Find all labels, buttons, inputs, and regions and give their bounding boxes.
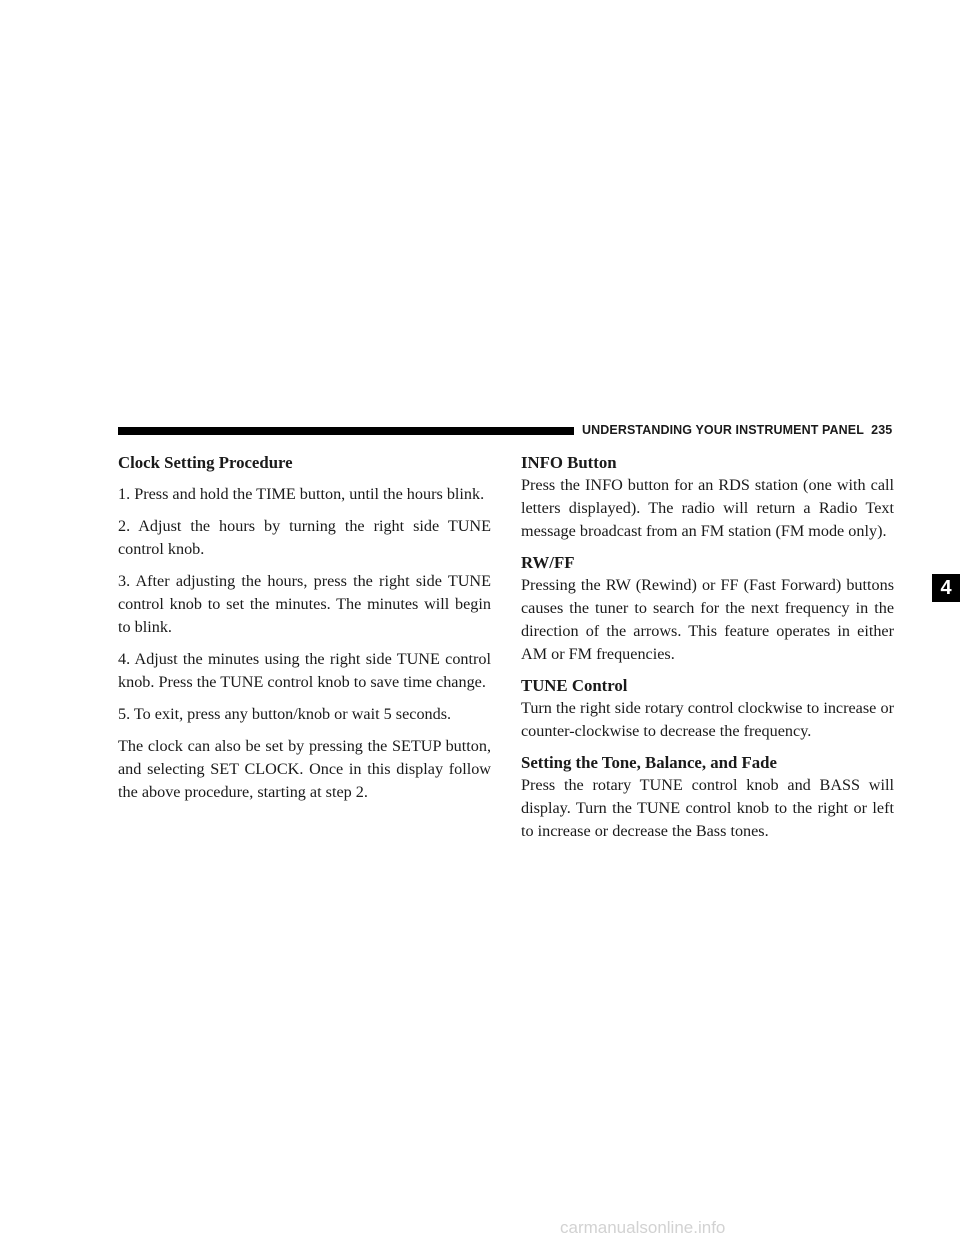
rw-ff-section	[521, 552, 894, 666]
header-title: UNDERSTANDING YOUR INSTRUMENT PANEL	[582, 423, 864, 437]
section-text: Press the rotary TUNE control knob and BASS will display. Turn the TUNE control knob to the right or left to increase or decrease the Bass tones.	[521, 776, 894, 840]
clock-step-4: 4. Adjust the minutes using the right side TUNE control knob. Press the TUNE control knob to save time change.	[118, 650, 491, 691]
clock-step-2: 2. Adjust the hours by turning the right side TUNE control knob.	[118, 517, 491, 558]
section-heading: Setting the Tone, Balance, and Fade	[521, 753, 777, 772]
right-column	[521, 452, 894, 852]
section-text: Press the INFO button for an RDS station (one with call letters displayed). The radio will return a Radio Text message broadcast from an FM station (FM mode only).	[521, 476, 894, 540]
section-heading: RW/FF	[521, 553, 575, 572]
clock-setup-note: The clock can also be set by pressing the SETUP button, and selecting SET CLOCK. Once in this display follow the above procedure, starting at step 2.	[118, 737, 491, 801]
clock-step-1: 1. Press and hold the TIME button, until the hours blink.	[118, 485, 485, 503]
section-text: Pressing the RW (Rewind) or FF (Fast Forward) buttons causes the tuner to search for the next frequency in the direction of the arrows. This feature operates in either AM or FM frequencies.	[521, 576, 894, 663]
section-heading: INFO Button	[521, 453, 617, 472]
chapter-tab: 4	[932, 574, 960, 602]
page-number: 235	[871, 423, 893, 437]
watermark: carmanualsonline.info	[560, 1218, 726, 1237]
clock-step-3: 3. After adjusting the hours, press the right side TUNE control knob to set the minutes. The minutes will begin to blink.	[118, 572, 491, 636]
left-column	[118, 452, 491, 813]
tone-balance-fade-section	[521, 752, 894, 843]
tune-control-section	[521, 675, 894, 743]
section-text: Turn the right side rotary control clockwise to increase or counter-clockwise to decrease the frequency.	[521, 699, 894, 740]
clock-setting-heading: Clock Setting Procedure	[118, 453, 293, 472]
section-heading: TUNE Control	[521, 676, 628, 695]
header-rule	[118, 427, 574, 435]
info-button-section	[521, 452, 894, 543]
running-header	[582, 423, 892, 437]
clock-step-5: 5. To exit, press any button/knob or wait 5 seconds.	[118, 705, 452, 723]
